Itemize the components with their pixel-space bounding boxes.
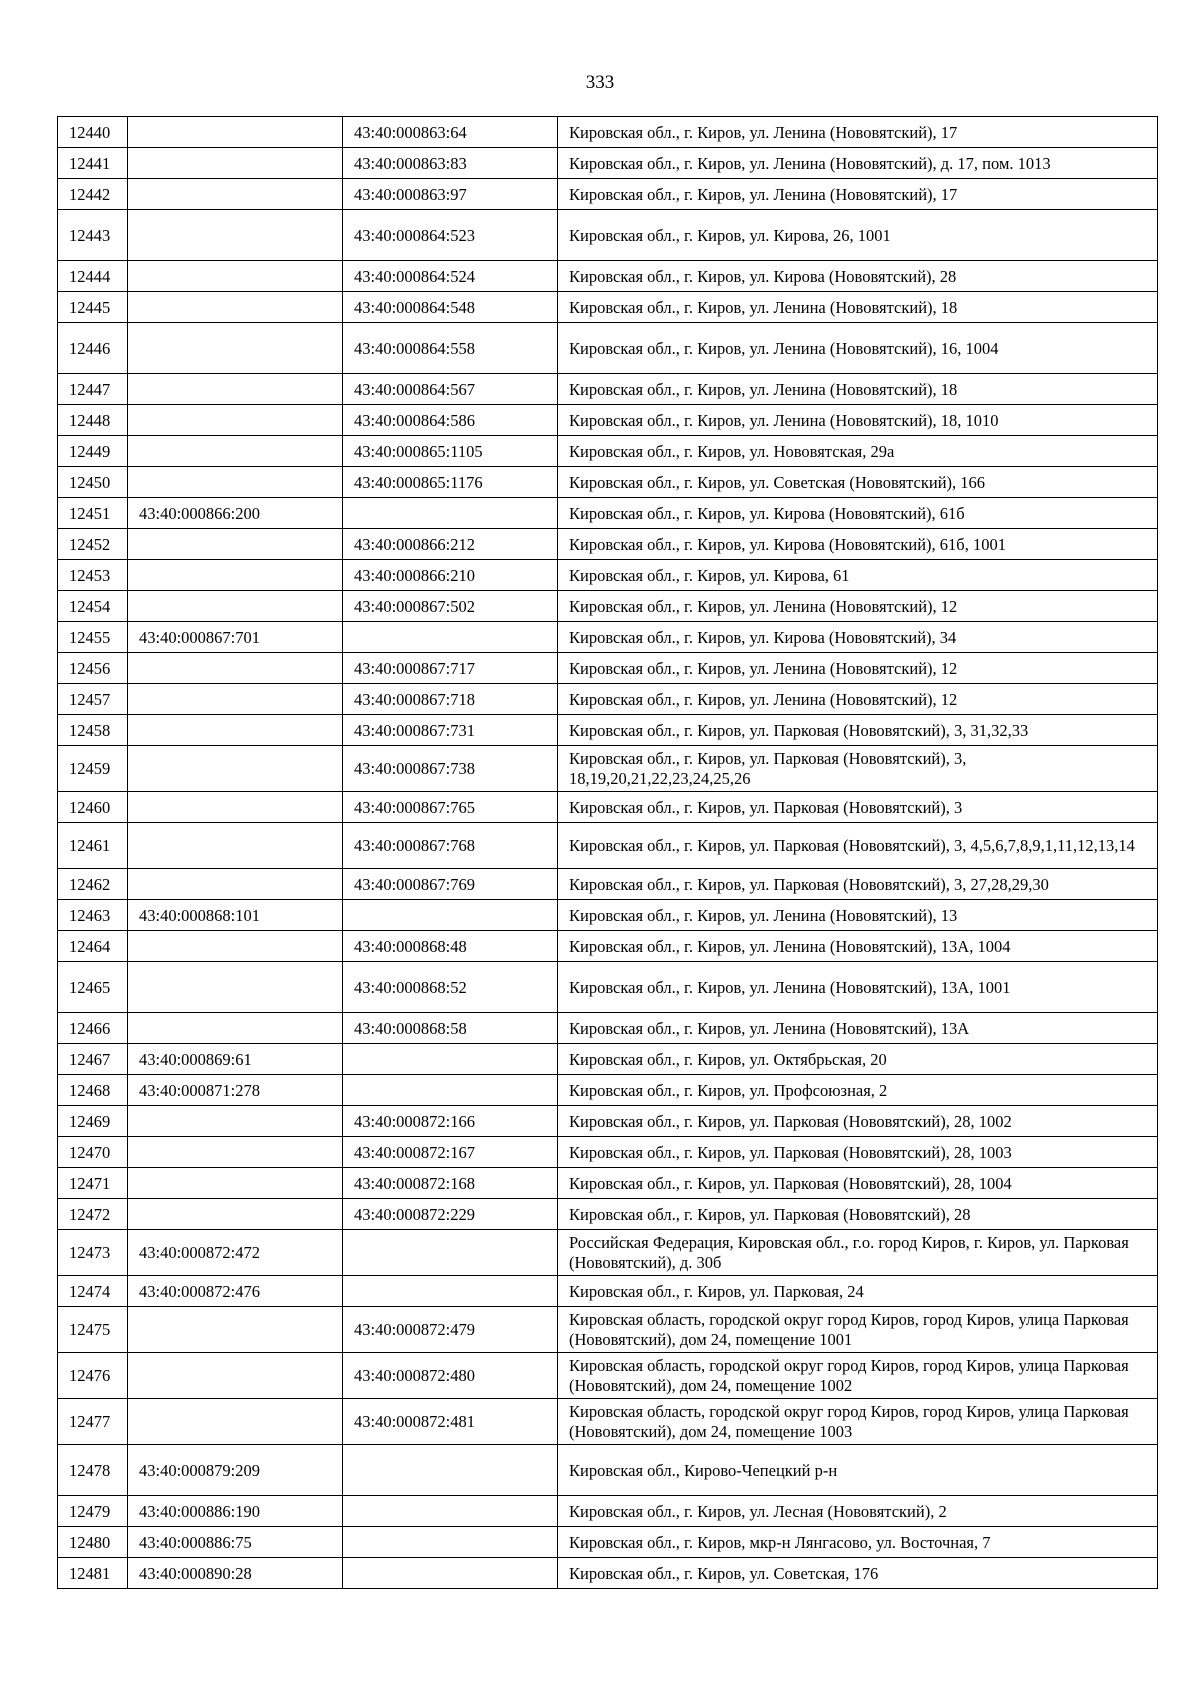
address-cell: Кировская обл., г. Киров, ул. Парковая (Нововятский), 3, 31,32,33 [558,715,1158,746]
land-cadastral-number-cell [128,792,343,823]
object-cadastral-number-cell [343,1558,558,1589]
table-row [58,1168,1158,1199]
object-cadastral-number-cell: 43:40:000867:768 [343,823,558,869]
object-cadastral-number-cell: 43:40:000872:168 [343,1168,558,1199]
object-cadastral-number-cell [343,900,558,931]
address-cell: Кировская обл., г. Киров, ул. Советская, 176 [558,1558,1158,1589]
address-cell: Кировская обл., г. Киров, ул. Ленина (Нововятский), 13А [558,1013,1158,1044]
row-number-cell: 12471 [58,1168,128,1199]
address-cell: Кировская обл., г. Киров, ул. Парковая (Нововятский), 28, 1003 [558,1137,1158,1168]
address-cell: Кировская область, городской округ город Киров, город Киров, улица Парковая (Нововятский), дом 24, помещение 1003 [558,1399,1158,1445]
land-cadastral-number-cell [128,962,343,1013]
address-cell: Кировская обл., г. Киров, ул. Парковая (Нововятский), 28 [558,1199,1158,1230]
land-cadastral-number-cell: 43:40:000872:472 [128,1230,343,1276]
row-number-cell: 12473 [58,1230,128,1276]
table-row [58,436,1158,467]
object-cadastral-number-cell [343,498,558,529]
object-cadastral-number-cell: 43:40:000864:567 [343,374,558,405]
registry-table-body [58,117,1158,1589]
table-row [58,148,1158,179]
land-cadastral-number-cell: 43:40:000871:278 [128,1075,343,1106]
land-cadastral-number-cell [128,931,343,962]
table-row [58,374,1158,405]
address-cell: Кировская обл., г. Киров, ул. Кирова (Нововятский), 61б, 1001 [558,529,1158,560]
land-cadastral-number-cell [128,467,343,498]
table-row [58,653,1158,684]
table-row [58,1307,1158,1353]
row-number-cell: 12461 [58,823,128,869]
address-cell: Кировская обл., г. Киров, мкр-н Лянгасово, ул. Восточная, 7 [558,1527,1158,1558]
table-row [58,1137,1158,1168]
object-cadastral-number-cell [343,1496,558,1527]
address-cell: Кировская обл., г. Киров, ул. Кирова (Нововятский), 61б [558,498,1158,529]
table-row [58,210,1158,261]
row-number-cell: 12466 [58,1013,128,1044]
table-row [58,900,1158,931]
row-number-cell: 12453 [58,560,128,591]
address-cell: Кировская обл., г. Киров, ул. Ленина (Нововятский), 17 [558,117,1158,148]
land-cadastral-number-cell [128,1353,343,1399]
row-number-cell: 12449 [58,436,128,467]
address-cell: Кировская обл., г. Киров, ул. Ленина (Нововятский), 12 [558,591,1158,622]
row-number-cell: 12479 [58,1496,128,1527]
land-cadastral-number-cell: 43:40:000886:190 [128,1496,343,1527]
land-cadastral-number-cell [128,591,343,622]
land-cadastral-number-cell [128,1013,343,1044]
object-cadastral-number-cell: 43:40:000867:502 [343,591,558,622]
land-cadastral-number-cell [128,823,343,869]
object-cadastral-number-cell: 43:40:000867:765 [343,792,558,823]
row-number-cell: 12441 [58,148,128,179]
table-row [58,323,1158,374]
address-cell: Кировская обл., г. Киров, ул. Ленина (Нововятский), 18 [558,292,1158,323]
table-row [58,261,1158,292]
address-cell: Кировская обл., г. Киров, ул. Ленина (Нововятский), 17 [558,179,1158,210]
table-row [58,560,1158,591]
object-cadastral-number-cell: 43:40:000865:1176 [343,467,558,498]
object-cadastral-number-cell [343,1276,558,1307]
land-cadastral-number-cell [128,684,343,715]
table-row [58,622,1158,653]
object-cadastral-number-cell: 43:40:000868:58 [343,1013,558,1044]
row-number-cell: 12465 [58,962,128,1013]
land-cadastral-number-cell [128,323,343,374]
table-row [58,746,1158,792]
object-cadastral-number-cell [343,622,558,653]
row-number-cell: 12470 [58,1137,128,1168]
table-row [58,1399,1158,1445]
row-number-cell: 12447 [58,374,128,405]
table-row [58,1558,1158,1589]
table-row [58,1199,1158,1230]
table-row [58,117,1158,148]
table-row [58,1445,1158,1496]
object-cadastral-number-cell: 43:40:000866:210 [343,560,558,591]
land-cadastral-number-cell: 43:40:000890:28 [128,1558,343,1589]
land-cadastral-number-cell [128,1137,343,1168]
row-number-cell: 12443 [58,210,128,261]
object-cadastral-number-cell: 43:40:000867:731 [343,715,558,746]
address-cell: Кировская обл., г. Киров, ул. Парковая (Нововятский), 28, 1002 [558,1106,1158,1137]
row-number-cell: 12456 [58,653,128,684]
address-cell: Кировская обл., г. Киров, ул. Ленина (Нововятский), д. 17, пом. 1013 [558,148,1158,179]
table-row [58,962,1158,1013]
address-cell: Кировская обл., г. Киров, ул. Парковая (Нововятский), 28, 1004 [558,1168,1158,1199]
row-number-cell: 12463 [58,900,128,931]
address-cell: Кировская обл., г. Киров, ул. Парковая (Нововятский), 3, 18,19,20,21,22,23,24,25,26 [558,746,1158,792]
land-cadastral-number-cell [128,148,343,179]
land-cadastral-number-cell: 43:40:000868:101 [128,900,343,931]
land-cadastral-number-cell [128,560,343,591]
object-cadastral-number-cell: 43:40:000872:480 [343,1353,558,1399]
object-cadastral-number-cell: 43:40:000867:718 [343,684,558,715]
object-cadastral-number-cell: 43:40:000868:48 [343,931,558,962]
row-number-cell: 12445 [58,292,128,323]
address-cell: Кировская обл., Кирово-Чепецкий р-н [558,1445,1158,1496]
object-cadastral-number-cell: 43:40:000864:548 [343,292,558,323]
land-cadastral-number-cell [128,179,343,210]
table-row [58,292,1158,323]
land-cadastral-number-cell [128,292,343,323]
row-number-cell: 12450 [58,467,128,498]
row-number-cell: 12481 [58,1558,128,1589]
row-number-cell: 12464 [58,931,128,962]
land-cadastral-number-cell [128,1307,343,1353]
row-number-cell: 12452 [58,529,128,560]
address-cell: Кировская обл., г. Киров, ул. Нововятская, 29а [558,436,1158,467]
table-row [58,529,1158,560]
row-number-cell: 12457 [58,684,128,715]
land-cadastral-number-cell [128,261,343,292]
object-cadastral-number-cell: 43:40:000867:738 [343,746,558,792]
row-number-cell: 12455 [58,622,128,653]
land-cadastral-number-cell: 43:40:000866:200 [128,498,343,529]
object-cadastral-number-cell: 43:40:000872:229 [343,1199,558,1230]
address-cell: Кировская обл., г. Киров, ул. Парковая (Нововятский), 3, 27,28,29,30 [558,869,1158,900]
land-cadastral-number-cell [128,374,343,405]
land-cadastral-number-cell [128,1168,343,1199]
address-cell: Кировская обл., г. Киров, ул. Ленина (Нововятский), 13А, 1001 [558,962,1158,1013]
row-number-cell: 12469 [58,1106,128,1137]
land-cadastral-number-cell: 43:40:000879:209 [128,1445,343,1496]
row-number-cell: 12468 [58,1075,128,1106]
row-number-cell: 12467 [58,1044,128,1075]
land-cadastral-number-cell [128,1199,343,1230]
land-cadastral-number-cell [128,210,343,261]
table-row [58,1230,1158,1276]
table-row [58,1044,1158,1075]
object-cadastral-number-cell: 43:40:000864:523 [343,210,558,261]
address-cell: Кировская обл., г. Киров, ул. Ленина (Нововятский), 18, 1010 [558,405,1158,436]
address-cell: Кировская обл., г. Киров, ул. Парковая (Нововятский), 3, 4,5,6,7,8,9,1,11,12,13,14 [558,823,1158,869]
row-number-cell: 12480 [58,1527,128,1558]
address-cell: Кировская обл., г. Киров, ул. Кирова, 26, 1001 [558,210,1158,261]
table-row [58,405,1158,436]
address-cell: Кировская область, городской округ город Киров, город Киров, улица Парковая (Нововятский), дом 24, помещение 1001 [558,1307,1158,1353]
table-row [58,498,1158,529]
object-cadastral-number-cell: 43:40:000865:1105 [343,436,558,467]
table-row [58,1106,1158,1137]
address-cell: Кировская обл., г. Киров, ул. Ленина (Нововятский), 12 [558,653,1158,684]
registry-table [57,116,1158,1589]
row-number-cell: 12448 [58,405,128,436]
table-row [58,931,1158,962]
address-cell: Кировская обл., г. Киров, ул. Профсоюзная, 2 [558,1075,1158,1106]
table-row [58,1496,1158,1527]
object-cadastral-number-cell: 43:40:000868:52 [343,962,558,1013]
table-row [58,591,1158,622]
object-cadastral-number-cell: 43:40:000864:524 [343,261,558,292]
row-number-cell: 12444 [58,261,128,292]
table-row [58,684,1158,715]
object-cadastral-number-cell [343,1527,558,1558]
object-cadastral-number-cell [343,1445,558,1496]
table-row [58,869,1158,900]
object-cadastral-number-cell [343,1044,558,1075]
row-number-cell: 12477 [58,1399,128,1445]
table-row [58,1013,1158,1044]
land-cadastral-number-cell [128,117,343,148]
table-row [58,823,1158,869]
row-number-cell: 12474 [58,1276,128,1307]
land-cadastral-number-cell: 43:40:000886:75 [128,1527,343,1558]
row-number-cell: 12440 [58,117,128,148]
land-cadastral-number-cell [128,746,343,792]
address-cell: Кировская обл., г. Киров, ул. Кирова (Нововятский), 34 [558,622,1158,653]
object-cadastral-number-cell: 43:40:000863:97 [343,179,558,210]
object-cadastral-number-cell: 43:40:000872:479 [343,1307,558,1353]
table-row [58,1276,1158,1307]
land-cadastral-number-cell [128,436,343,467]
table-row [58,1527,1158,1558]
object-cadastral-number-cell: 43:40:000863:64 [343,117,558,148]
address-cell: Кировская обл., г. Киров, ул. Советская (Нововятский), 166 [558,467,1158,498]
address-cell: Кировская обл., г. Киров, ул. Лесная (Нововятский), 2 [558,1496,1158,1527]
address-cell: Кировская обл., г. Киров, ул. Октябрьская, 20 [558,1044,1158,1075]
object-cadastral-number-cell: 43:40:000872:167 [343,1137,558,1168]
address-cell: Кировская обл., г. Киров, ул. Кирова (Нововятский), 28 [558,261,1158,292]
row-number-cell: 12462 [58,869,128,900]
object-cadastral-number-cell: 43:40:000872:481 [343,1399,558,1445]
row-number-cell: 12454 [58,591,128,622]
table-row [58,1075,1158,1106]
row-number-cell: 12472 [58,1199,128,1230]
row-number-cell: 12451 [58,498,128,529]
land-cadastral-number-cell [128,1106,343,1137]
land-cadastral-number-cell [128,405,343,436]
address-cell: Кировская обл., г. Киров, ул. Ленина (Нововятский), 18 [558,374,1158,405]
object-cadastral-number-cell: 43:40:000863:83 [343,148,558,179]
table-row [58,179,1158,210]
row-number-cell: 12442 [58,179,128,210]
row-number-cell: 12458 [58,715,128,746]
row-number-cell: 12476 [58,1353,128,1399]
page-number: 333 [585,72,615,93]
object-cadastral-number-cell: 43:40:000872:166 [343,1106,558,1137]
row-number-cell: 12459 [58,746,128,792]
object-cadastral-number-cell: 43:40:000866:212 [343,529,558,560]
table-row [58,792,1158,823]
object-cadastral-number-cell [343,1075,558,1106]
object-cadastral-number-cell [343,1230,558,1276]
address-cell: Кировская обл., г. Киров, ул. Парковая (Нововятский), 3 [558,792,1158,823]
address-cell: Кировская обл., г. Киров, ул. Ленина (Нововятский), 12 [558,684,1158,715]
row-number-cell: 12478 [58,1445,128,1496]
land-cadastral-number-cell: 43:40:000867:701 [128,622,343,653]
table-row [58,715,1158,746]
land-cadastral-number-cell [128,529,343,560]
table-row [58,1353,1158,1399]
address-cell: Кировская область, городской округ город Киров, город Киров, улица Парковая (Нововятский), дом 24, помещение 1002 [558,1353,1158,1399]
land-cadastral-number-cell [128,1399,343,1445]
address-cell: Российская Федерация, Кировская обл., г.о. город Киров, г. Киров, ул. Парковая (Нововятский), д. 30б [558,1230,1158,1276]
address-cell: Кировская обл., г. Киров, ул. Парковая, 24 [558,1276,1158,1307]
land-cadastral-number-cell [128,715,343,746]
address-cell: Кировская обл., г. Киров, ул. Кирова, 61 [558,560,1158,591]
row-number-cell: 12446 [58,323,128,374]
object-cadastral-number-cell: 43:40:000867:769 [343,869,558,900]
address-cell: Кировская обл., г. Киров, ул. Ленина (Нововятский), 13 [558,900,1158,931]
land-cadastral-number-cell: 43:40:000872:476 [128,1276,343,1307]
land-cadastral-number-cell [128,653,343,684]
address-cell: Кировская обл., г. Киров, ул. Ленина (Нововятский), 16, 1004 [558,323,1158,374]
table-row [58,467,1158,498]
object-cadastral-number-cell: 43:40:000864:558 [343,323,558,374]
land-cadastral-number-cell [128,869,343,900]
land-cadastral-number-cell: 43:40:000869:61 [128,1044,343,1075]
object-cadastral-number-cell: 43:40:000864:586 [343,405,558,436]
object-cadastral-number-cell: 43:40:000867:717 [343,653,558,684]
address-cell: Кировская обл., г. Киров, ул. Ленина (Нововятский), 13А, 1004 [558,931,1158,962]
row-number-cell: 12475 [58,1307,128,1353]
row-number-cell: 12460 [58,792,128,823]
